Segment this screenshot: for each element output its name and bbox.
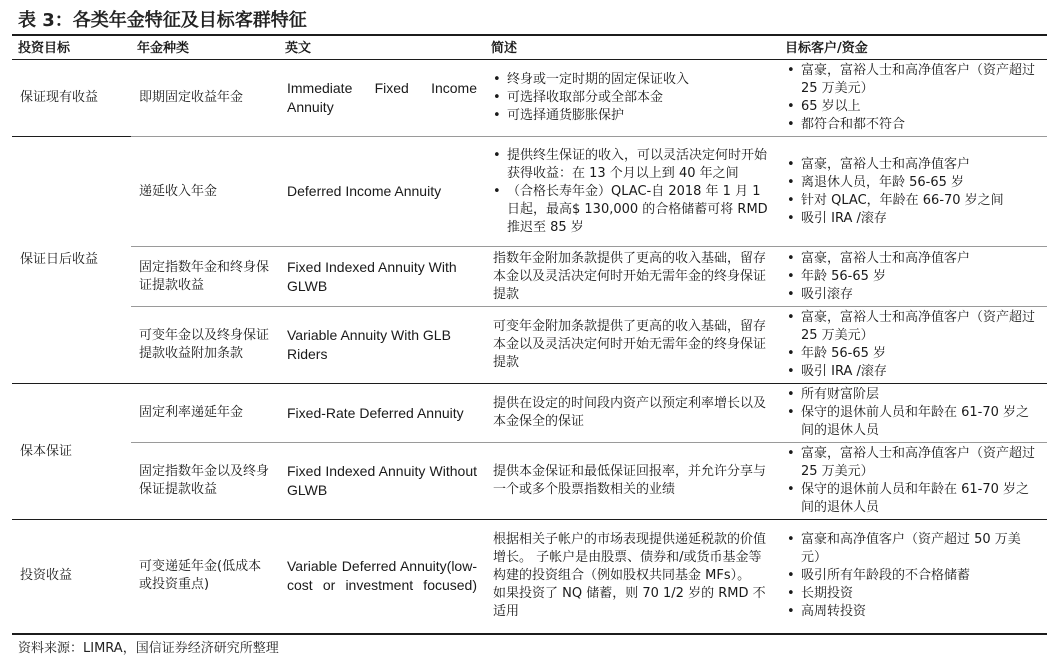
target-bullet: • 保守的退休前人员和年龄在 61-70 岁之间的退休人员 [787,404,1039,440]
summary-paragraph: 如果投资了 NQ 储蓄，则 70 1/2 岁的 RMD 不适用 [493,586,766,620]
target-cell [779,60,1047,137]
summary-bullet: • 提供终生保证的收入，可以灵活决定何时开始获得收益：在 13 个月以上到 40 年之间 [493,147,771,183]
target-bullet: • 吸引所有年龄段的不合格储蓄 [787,567,1039,585]
target-bullet: • 针对 QLAC，年龄在 66-70 岁之间 [787,192,1039,210]
annuity-table [12,38,1047,635]
target-bullet: • 长期投资 [787,585,1039,603]
target-bullet: • 保守的退休前人员和年龄在 61-70 岁之间的退休人员 [787,481,1039,517]
target-cell [779,384,1047,443]
header-type: 年金种类 [131,38,279,60]
target-bullet: • 都符合和都不符合 [787,116,1039,134]
goal-cell: 保证现有收益 [12,60,131,137]
table-row [12,247,1047,307]
source-footnote: 资料来源：LIMRA，国信证券经济研究所整理 [18,641,279,656]
english-cell: Immediate Fixed Income Annuity [279,60,485,137]
target-cell [779,137,1047,247]
summary-cell [485,60,779,137]
target-bullet: • 65 岁以上 [787,98,1039,116]
summary-cell [485,520,779,634]
target-cell [779,247,1047,307]
summary-paragraph: 根据相关子帐户的市场表现提供递延税款的价值增长。 子帐户是由股票、债券和/或货币基金等构建的投资组合（例如股权共同基金 MFs）。 [493,532,767,584]
summary-bullet: • 终身或一定时期的固定保证收入 [493,71,771,89]
target-bullet: • 离退休人员，年龄 56-65 岁 [787,174,1039,192]
target-bullet: • 富豪和高净值客户（资产超过 50 万美元） [787,531,1039,567]
top-rule [12,34,1047,36]
target-bullet: • 富豪，富裕人士和高净值客户 [787,250,1039,268]
table-row [12,384,1047,443]
target-bullet: • 富豪，富裕人士和高净值客户（资产超过 25 万美元） [787,445,1039,481]
english-cell: Fixed Indexed Annuity Without GLWB [279,443,485,520]
summary-cell: 提供本金保证和最低保证回报率，并允许分享与一个或多个股票指数相关的业绩 [485,443,779,520]
english-cell: Variable Annuity With GLB Riders [279,307,485,384]
target-bullet: • 高周转投资 [787,603,1039,621]
table-row [12,137,1047,247]
table-row [12,520,1047,634]
english-cell: Deferred Income Annuity [279,137,485,247]
goal-cell: 保证日后收益 [12,137,131,384]
target-cell [779,520,1047,634]
target-bullet: • 富豪，富裕人士和高净值客户（资产超过 25 万美元） [787,62,1039,98]
target-cell [779,443,1047,520]
header-english: 英文 [279,38,485,60]
target-bullet: • 吸引滚存 [787,286,1039,304]
table-row [12,60,1047,137]
target-cell [779,307,1047,384]
table-row [12,307,1047,384]
summary-bullet: • 可选择通货膨胀保护 [493,107,771,125]
target-bullet: • 年龄 56-65 岁 [787,268,1039,286]
type-cell: 递延收入年金 [131,137,279,247]
summary-cell [485,137,779,247]
header-target: 目标客户/资金 [779,38,1047,60]
english-cell: Fixed-Rate Deferred Annuity [279,384,485,443]
type-cell: 固定利率递延年金 [131,384,279,443]
header-summary: 简述 [485,38,779,60]
type-cell: 可变年金以及终身保证提款收益附加条款 [131,307,279,384]
table-row [12,443,1047,520]
target-bullet: • 富豪，富裕人士和高净值客户（资产超过 25 万美元） [787,309,1039,345]
type-cell: 可变递延年金(低成本或投资重点) [131,520,279,634]
summary-bullet: • 可选择收取部分或全部本金 [493,89,771,107]
target-bullet: • 所有财富阶层 [787,386,1039,404]
summary-cell: 指数年金附加条款提供了更高的收入基础，留存本金以及灵活决定何时开始无需年金的终身保证提款 [485,247,779,307]
summary-bullet: • （合格长寿年金）QLAC-自 2018 年 1 月 1 日起，最高$ 130,000 的合格储蓄可将 RMD 推迟至 85 岁 [493,183,771,237]
header-row [12,38,1047,60]
summary-cell: 提供在设定的时间段内资产以预定利率增长以及本金保全的保证 [485,384,779,443]
type-cell: 固定指数年金以及终身保证提款收益 [131,443,279,520]
target-bullet: • 吸引 IRA /滚存 [787,363,1039,381]
target-bullet: • 年龄 56-65 岁 [787,345,1039,363]
table-title: 表 3：各类年金特征及目标客群特征 [18,10,307,31]
header-goal: 投资目标 [12,38,131,60]
target-bullet: • 富豪，富裕人士和高净值客户 [787,156,1039,174]
goal-cell: 投资收益 [12,520,131,634]
goal-cell: 保本保证 [12,384,131,520]
english-cell: Variable Deferred Annuity(low-cost or investment focused) [279,520,485,634]
target-bullet: • 吸引 IRA /滚存 [787,210,1039,228]
summary-cell: 可变年金附加条款提供了更高的收入基础，留存本金以及灵活决定何时开始无需年金的终身保证提款 [485,307,779,384]
type-cell: 即期固定收益年金 [131,60,279,137]
english-cell: Fixed Indexed Annuity With GLWB [279,247,485,307]
type-cell: 固定指数年金和终身保证提款收益 [131,247,279,307]
